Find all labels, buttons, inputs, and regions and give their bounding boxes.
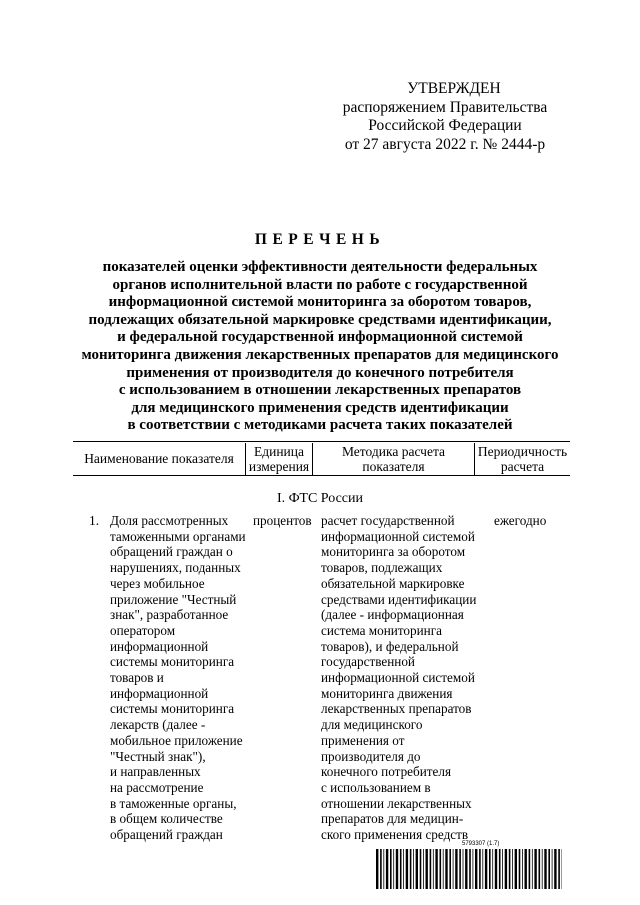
row-name-line: и направленных <box>110 764 201 780</box>
row-name-line: мобильное приложение <box>110 732 243 748</box>
row-name-line: информационной <box>110 638 209 654</box>
row-method-line: ского применения средств <box>321 827 469 843</box>
approval-line: Российской Федерации <box>368 117 522 134</box>
row-name-line: знак", разработанное <box>110 607 229 623</box>
row-name-line: в таможенные органы, <box>110 795 237 811</box>
row-method-line: мониторинга за оборотом <box>321 544 466 560</box>
header-unit: Единица измерения <box>248 443 310 474</box>
row-method-line: средствами идентификации <box>321 591 477 607</box>
row-name-line: обращений граждан <box>110 827 223 843</box>
subtitle-line: мониторинга движения лекарственных препаратов для медицинского <box>81 346 559 363</box>
subtitle-line: и федеральной государственной информационной системой <box>117 329 523 346</box>
subtitle-line: органов исполнительной власти по работе с государственной <box>112 276 528 293</box>
row-method-line: с использованием в <box>321 779 431 795</box>
approval-line: распоряжением Правительства <box>342 98 548 116</box>
section-heading: I. ФТС России <box>277 491 363 506</box>
row-method <box>321 513 476 843</box>
row-method-line: (далее - информационная <box>321 607 464 623</box>
row-number: 1. <box>89 513 100 528</box>
row-name-line: на рассмотрение <box>110 779 204 795</box>
row-method-line: информационной системой <box>321 670 475 686</box>
row-method-line: товаров), и федеральной <box>321 638 459 654</box>
row-name-line: системы мониторинга <box>110 654 235 670</box>
row-method-line: мониторинга движения <box>321 685 453 701</box>
row-name-line: Доля рассмотренных <box>110 513 229 528</box>
row-method-line: применения от <box>321 732 405 748</box>
row-name-line: через мобильное <box>110 575 205 591</box>
table-header-rule <box>73 475 570 476</box>
row-method-line: товаров, подлежащих <box>321 560 443 576</box>
row-method-line: обязательной маркировке <box>321 575 465 591</box>
subtitle-line: в соответствии с методиками расчета таких показателей <box>127 417 513 434</box>
approval-line: от 27 августа 2022 г. № 2444-р <box>344 135 546 153</box>
header-name: Наименование показателя <box>84 451 234 467</box>
row-unit: процентов <box>253 513 312 528</box>
row-method-line: отношении лекарственных <box>321 795 472 811</box>
row-name-line: оператором <box>110 622 176 638</box>
row-method-line: лекарственных препаратов <box>321 701 472 717</box>
row-name-line: информационной <box>110 685 209 701</box>
row-method-line: информационной системой <box>321 528 475 544</box>
subtitle-line: показателей оценки эффективности деятельности федеральных <box>102 259 538 275</box>
row-name-line: нарушениях, поданных <box>110 560 241 576</box>
document-subtitle <box>60 259 580 435</box>
row-name-line: обращений граждан о <box>110 544 233 560</box>
row-method-line: для медицинского <box>321 717 423 733</box>
subtitle-line: применения от производителя до конечного потребителя <box>126 364 514 381</box>
barcode-image <box>376 849 562 889</box>
subtitle-line: подлежащих обязательной маркировке средствами идентификации, <box>88 311 552 328</box>
row-method-line: система мониторинга <box>321 622 442 638</box>
row-method-line: конечного потребителя <box>321 764 452 780</box>
subtitle-line: для медицинского применения средств идентификации <box>131 399 509 416</box>
row-name-line: приложение "Честный <box>110 591 237 607</box>
subtitle-line: информационной системой мониторинга за оборотом товаров, <box>108 294 532 311</box>
row-method-line: производителя до <box>321 748 421 764</box>
table-top-rule <box>73 441 570 442</box>
row-method-line: расчет государственной <box>321 513 455 528</box>
row-name-line: товаров и <box>110 670 164 686</box>
header-method: Методика расчета показателя <box>341 443 446 474</box>
subtitle-line: с использованием в отношении лекарственных препаратов <box>118 382 522 399</box>
approval-block <box>330 80 560 154</box>
approval-heading: УТВЕРЖДЕН <box>407 80 501 97</box>
row-method-line: государственной <box>321 654 415 670</box>
document-title: ПЕРЕЧЕНЬ <box>254 231 386 248</box>
header-period: Периодичность расчета <box>477 443 568 474</box>
row-name-line: системы мониторинга <box>110 701 235 717</box>
row-name-line: "Честный знак"), <box>110 748 206 764</box>
row-name-line: таможенными органами <box>110 528 246 544</box>
row-period: ежегодно <box>494 513 547 528</box>
row-name <box>110 513 246 843</box>
row-name-line: в общем количестве <box>110 811 223 827</box>
row-method-line: препаратов для медицин- <box>321 811 464 827</box>
barcode-number: 5793307 (1.7) <box>462 841 500 847</box>
row-name-line: лекарств (далее - <box>110 717 206 733</box>
